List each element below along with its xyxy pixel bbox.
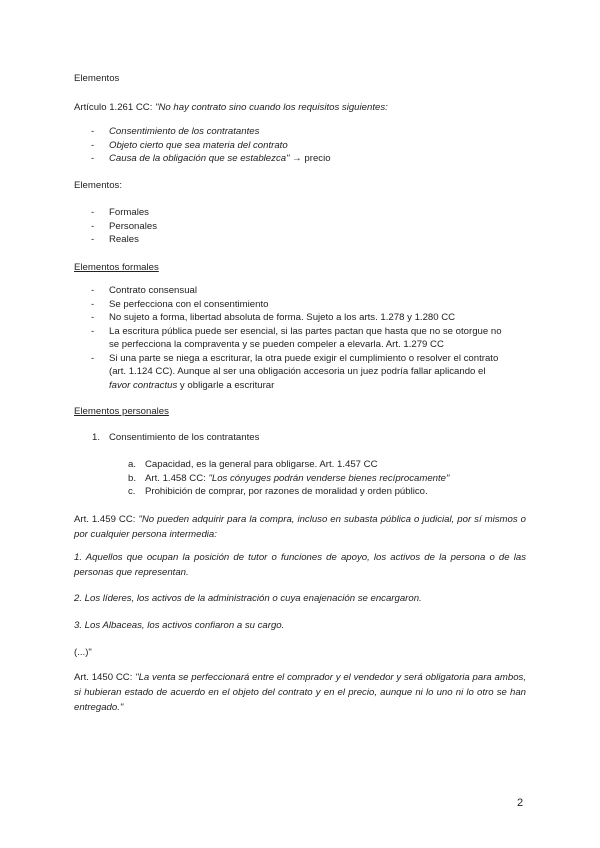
list-item: - Personales (91, 220, 157, 232)
art-1459-p3: 3. Los Albaceas, los activos confiaron a su cargo. (74, 620, 285, 631)
art-1459-intro: Art. 1.459 CC: "No pueden adquirir para la compra, incluso en subasta pública o judicial, por sí mismos o por cualquier persona intermedia: (74, 514, 527, 540)
heading-elementos-formales: Elementos formales (74, 262, 159, 273)
list-item: - Contrato consensual (91, 285, 197, 296)
art-1459-p1: 1. Aquellos que ocupan la posición de tutor o funciones de apoyo, los activos de la persona o de las personas que representan. (74, 552, 526, 578)
heading-elementos-personales: Elementos personales (74, 406, 169, 417)
numbered-item-1: 1. Consentimiento de los contratantes (92, 432, 260, 443)
list-item: - Reales (91, 234, 139, 245)
formales-list (91, 284, 526, 392)
sub-item-a: a. Capacidad, es la general para obligarse. Art. 1.457 CC (128, 459, 378, 470)
list-item: - La escritura pública puede ser esencial, si las partes pactan que hasta que no se otorgue no se perfecciona la compraventa y se pueden compeler a elevarla. Art. 1.279 CC (91, 325, 502, 350)
elementos-list (91, 206, 157, 247)
art-1261-line (74, 101, 388, 114)
art-1459-ellipsis: (...)" (74, 647, 92, 658)
art-1459-p2: 2. Los líderes, los activos de la administración o cuya enajenación se encargaron. (74, 593, 422, 604)
list-item: - No sujeto a forma, libertad absoluta de forma. Sujeto a los arts. 1.278 y 1.280 CC (91, 312, 456, 323)
art-1450: Art. 1450 CC: "La venta se perfeccionará entre el comprador y el vendedor y será obligatoria para ambos, si hubieran estado de acuerdo en el objeto del contrato y en el precio, aunque ni lo uno ni lo otro se han entregado." (74, 672, 526, 713)
elementos-label: Elementos: (74, 180, 122, 191)
sub-item-c: c. Prohibición de comprar, por razones de moralidad y orden público. (128, 486, 428, 497)
list-item: - Se perfecciona con el consentimiento (91, 298, 269, 310)
heading-elementos: Elementos (74, 73, 120, 84)
list-item: - Si una parte se niega a escriturar, la otra puede exigir el cumplimiento o resolver el contrato (art. 1.124 CC). Aunque al ser una obligación accesoria un juez podría fallar aplicando el favor contractus y obligarle a escriturar (91, 352, 499, 391)
art-1261-quote: "No hay contrato sino cuando los requisitos siguientes: (155, 102, 388, 113)
list-item: - Objeto cierto que sea materia del contrato (91, 139, 288, 151)
art-1261-list (91, 125, 331, 166)
list-item: - Formales (91, 207, 149, 218)
art-1261-prefix: Artículo 1.261 CC: (74, 102, 156, 113)
page-number: 2 (517, 797, 524, 809)
sub-item-b: b. Art. 1.458 CC: "Los cónyuges podrán venderse bienes recíprocamente" (128, 473, 450, 484)
list-item: - Consentimiento de los contratantes (91, 126, 260, 137)
list-item: - Causa de la obligación que se establezca" → precio (91, 153, 331, 164)
